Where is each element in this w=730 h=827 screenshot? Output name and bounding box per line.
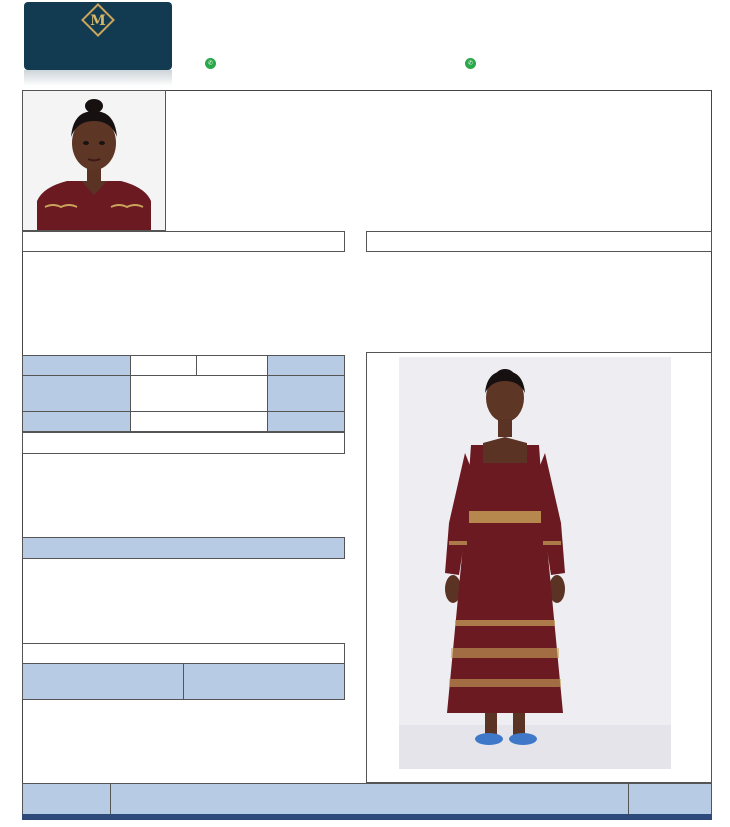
height-weight-label — [22, 355, 131, 376]
education-label — [22, 375, 131, 412]
passport-info-header — [366, 231, 712, 252]
header — [0, 0, 730, 90]
phone-number-2[interactable] — [465, 55, 479, 70]
logo-mark: M — [72, 8, 124, 38]
tel-label-ar — [267, 411, 345, 432]
portrait-photo — [22, 90, 166, 231]
phone-number-1[interactable] — [205, 55, 219, 70]
english-header — [22, 663, 184, 700]
height-value[interactable] — [130, 355, 197, 376]
weight-value[interactable] — [196, 355, 268, 376]
whatsapp-icon: ✆ — [465, 58, 476, 69]
remarks-label-ar — [628, 783, 712, 815]
arabic-header — [183, 663, 345, 700]
company-logo — [24, 2, 172, 70]
personal-info-header — [22, 231, 345, 252]
education-label-ar — [267, 375, 345, 412]
education-value[interactable] — [130, 375, 268, 412]
footer-strip — [22, 814, 712, 820]
full-body-photo — [366, 352, 712, 783]
skills-header — [22, 537, 345, 559]
logo-reflection — [24, 70, 172, 86]
whatsapp-icon: ✆ — [205, 58, 216, 69]
remarks-label — [22, 783, 111, 815]
languages-header — [22, 643, 345, 664]
remarks-value[interactable] — [110, 783, 629, 815]
overseas-experience-header — [22, 432, 345, 454]
height-weight-label-ar — [267, 355, 345, 376]
tel-value[interactable] — [130, 411, 268, 432]
tel-label — [22, 411, 131, 432]
